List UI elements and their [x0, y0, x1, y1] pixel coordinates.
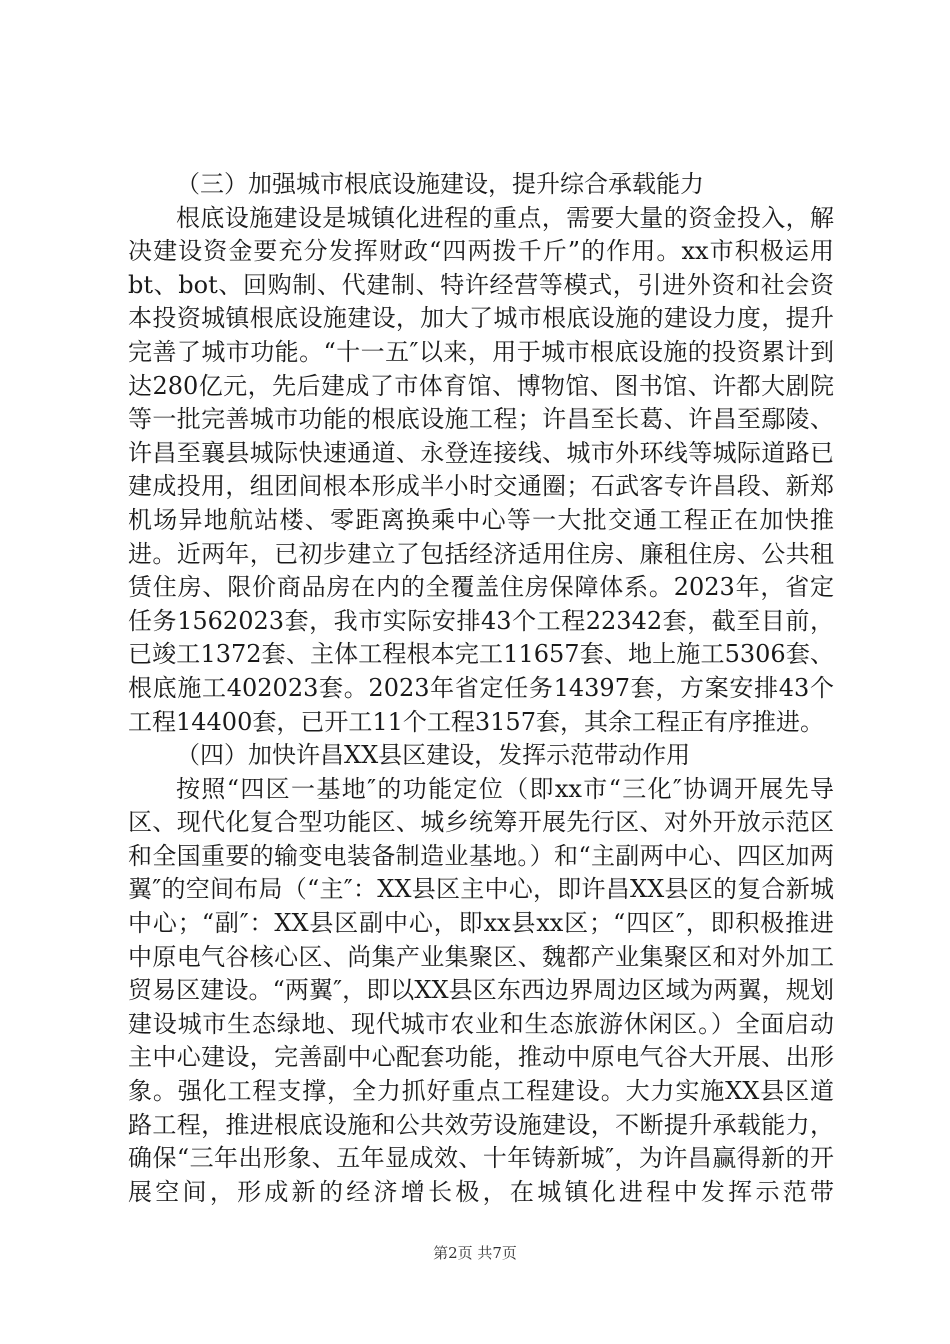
section-paragraph-4: 按照“四区一基地″的功能定位（即xx市“三化″协调开展先导区、现代化复合型功能区、城乡统筹开展先行区、对外开放示范区和全国重要的输变电装备制造业基地。）和“主副两中心、四区加两翼″的空间布局（“主″：XX县区主中心，即许昌XX县区的复合新城中心；“副″：XX县区副中心，即xx县xx区；“四区″，即积极推进中原电气谷核心区、尚集产业集聚区、魏都产业集聚区和对外加工贸易区建设。“两翼″，即以XX县区东西边界周边区域为两翼，规划建设城市生态绿地、现代城市农业和生态旅游休闲区。）全面启动主中心建设，完善副中心配套功能，推动中原电气谷大开展、出形象。强化工程支撑，全力抓好重点工程建设。大力实施XX县区道路工程，推进根底设施和公共效劳设施建设，不断提升承载能力，确保“三年出形象、五年显成效、十年铸新城″，为许昌赢得新的开展空间，形成新的经济增长极，在城镇化进程中发挥示范带 [128, 774, 834, 1206]
section-heading-3: （三）加强城市根底设施建设，提升综合承载能力 [176, 170, 704, 198]
section-heading-4: （四）加快许昌XX县区建设，发挥示范带动作用 [176, 741, 691, 770]
document-body [128, 168, 834, 1209]
section-paragraph-3: 根底设施建设是城镇化进程的重点，需要大量的资金投入，解决建设资金要充分发挥财政“四两拨千斤”的作用。xx市积极运用bt、bot、回购制、代建制、特许经营等模式，引进外资和社会资本投资城镇根底设施建设，加大了城市根底设施的建设力度，提升完善了城市功能。“十一五″以来，用于城市根底设施的投资累计到达280亿元，先后建成了市体育馆、博物馆、图书馆、许都大剧院等一批完善城市功能的根底设施工程；许昌至长葛、许昌至鄢陵、许昌至襄县城际快速通道、永登连接线、城市外环线等城际道路已建成投用，组团间根本形成半小时交通圈；石武客专许昌段、新郑机场异地航站楼、零距离换乘中心等一大批交通工程正在加快推进。近两年，已初步建立了包括经济适用住房、廉租住房、公共租赁住房、限价商品房在内的全覆盖住房保障体系。2023年，省定任务1562023套，我市实际安排43个工程22342套，截至目前，已竣工1372套、主体工程根本完工11657套、地上施工5306套、根底施工402023套。2023年省定任务14397套，方案安排43个工程14400套，已开工11个工程3157套，其余工程正有序推进。 [128, 203, 834, 736]
page-number: 第2页 共7页 [433, 1244, 517, 1262]
